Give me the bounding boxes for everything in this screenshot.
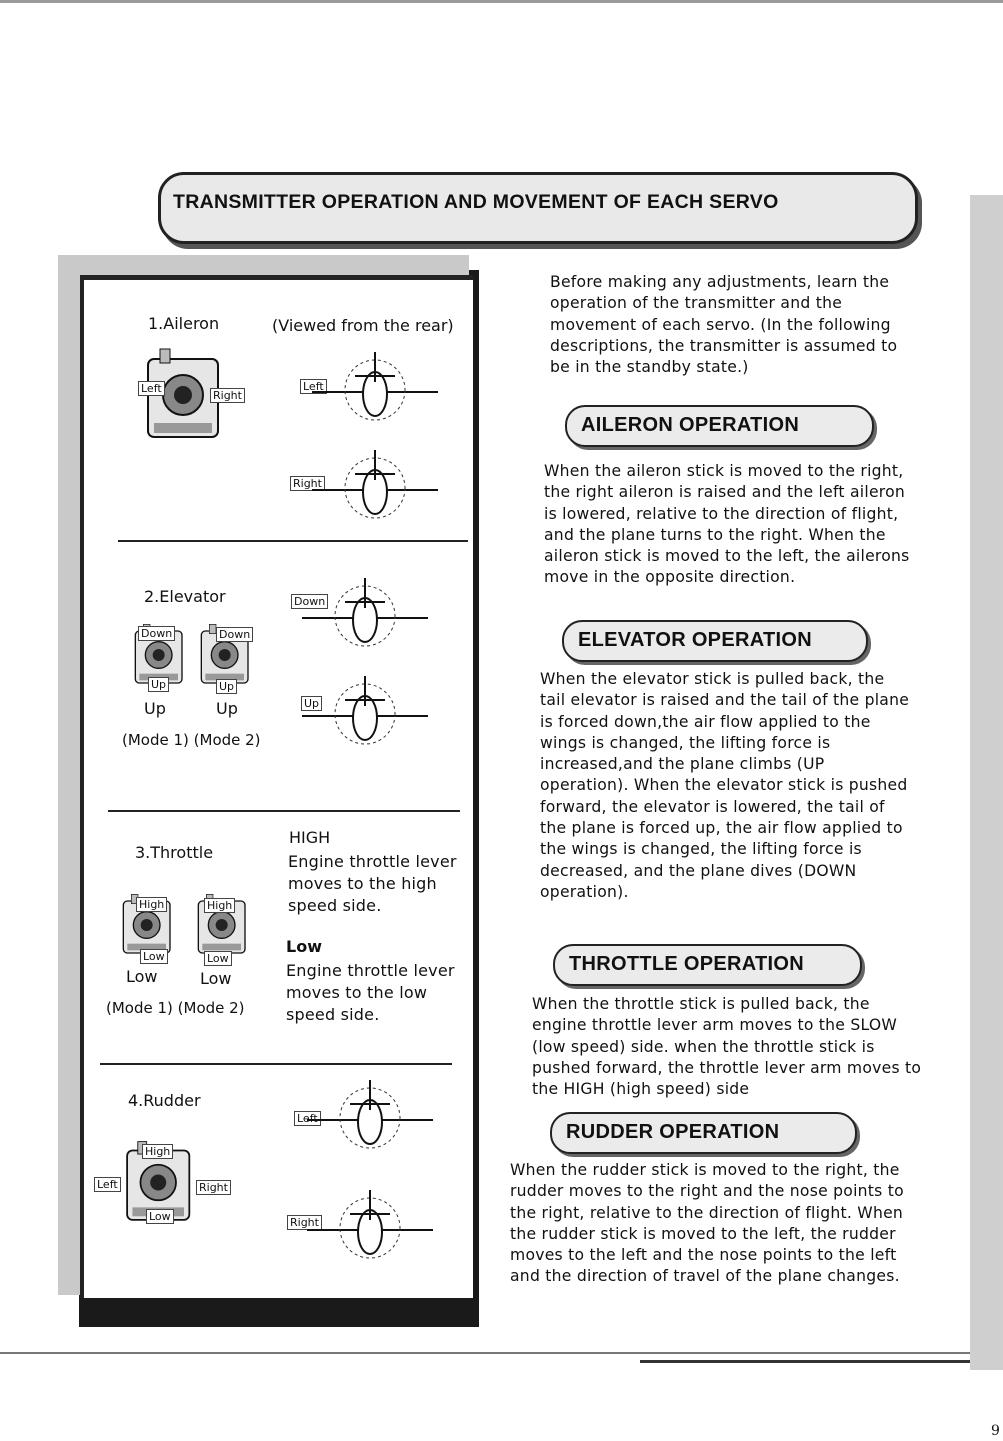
scan-line-bottom — [0, 1352, 970, 1354]
divider-1 — [118, 540, 468, 542]
panel-shadow — [79, 1295, 469, 1327]
aileron-operation-header — [565, 405, 874, 447]
throttle-mode1-low-label: Low — [126, 967, 158, 986]
elevator-operation-text: When the elevator stick is pulled back, the tail elevator is raised and the tail of the plane is forced down,the air flow applied to the wings is changed, the lifting force is increased,and the plane climbs (UP operation). When the elevator stick is pushed forward, the elevator is lowered, the tail of the plane is forced up, the air flow applied to the wings is changed, the lifting force is decreased, and the plane dives (DOWN operation). — [540, 670, 910, 901]
aileron-tx-right-tag: Right — [210, 388, 245, 403]
elevator-label: 2.Elevator — [144, 587, 226, 606]
throttle-operation-title: THROTTLE OPERATION — [569, 953, 805, 975]
elevator-operation-header — [562, 620, 868, 662]
aileron-plane-left-tag: Left — [300, 379, 327, 394]
throttle-high-title: HIGH — [289, 828, 331, 847]
rudder-plane-left-tag: Left — [294, 1111, 321, 1126]
divider-2 — [108, 810, 460, 812]
aileron-operation-title: AILERON OPERATION — [581, 414, 800, 436]
throttle-tx2-high-tag: High — [204, 898, 235, 913]
rudder-right-plane-icon — [305, 1190, 435, 1270]
elevator-mode1-up-label: Up — [144, 699, 166, 718]
throttle-tx2-low-tag: Low — [204, 951, 232, 966]
throttle-tx1-low-tag: Low — [140, 949, 168, 964]
aileron-label: 1.Aileron — [148, 314, 220, 333]
rudder-operation-title: RUDDER OPERATION — [566, 1121, 780, 1143]
elevator-down-plane-icon — [300, 578, 430, 658]
throttle-modes-label: (Mode 1) (Mode 2) — [106, 999, 245, 1017]
page-number: 9 — [991, 1423, 1000, 1439]
elevator-plane-up-tag: Up — [301, 696, 322, 711]
scan-edge-top — [0, 0, 1003, 3]
elevator-mode2-up-label: Up — [216, 699, 238, 718]
aileron-left-plane-icon — [310, 352, 440, 432]
elevator-up-plane-icon — [300, 676, 430, 756]
aileron-plane-right-tag: Right — [290, 476, 325, 491]
page-title: TRANSMITTER OPERATION AND MOVEMENT OF EACH SERVO — [173, 191, 779, 213]
throttle-low-title: Low — [286, 937, 322, 956]
throttle-tx1-high-tag: High — [136, 897, 167, 912]
scan-shadow-right — [970, 195, 1003, 1370]
rudder-tx-low-tag: Low — [146, 1209, 174, 1224]
throttle-high-description: Engine throttle lever moves to the high speed side. — [288, 852, 457, 915]
intro-paragraph: Before making any adjustments, learn the operation of the transmitter and the movement of each servo. (In the following descriptions, the transmitter is assumed to be in the standby state.) — [550, 273, 898, 377]
rudder-tx-right-tag: Right — [196, 1180, 231, 1195]
rudder-operation-text: When the rudder stick is moved to the right, the rudder moves to the right and the nose points to the right, relative to the direction of flight. When the rudder stick is moved to the left, the rudder moves to the left and the nose points to the left and the direction of travel of the plane changes. — [510, 1161, 904, 1286]
rudder-tx-left-tag: Left — [94, 1177, 121, 1192]
elevator-tx1-down-tag: Down — [138, 626, 175, 641]
elevator-tx2-down-tag: Down — [216, 627, 253, 642]
scan-line-bottom-thick — [640, 1360, 970, 1363]
aileron-right-plane-icon — [310, 450, 440, 530]
elevator-tx1-up-tag: Up — [148, 677, 169, 692]
throttle-label: 3.Throttle — [135, 843, 214, 862]
aileron-tx-left-tag: Left — [138, 381, 165, 396]
rudder-label: 4.Rudder — [128, 1091, 201, 1110]
rudder-plane-right-tag: Right — [287, 1215, 322, 1230]
rudder-left-plane-icon — [305, 1080, 435, 1160]
viewed-from-rear-label: (Viewed from the rear) — [272, 316, 454, 335]
throttle-low-description: Engine throttle lever moves to the low speed side. — [286, 961, 455, 1024]
rudder-operation-header — [550, 1112, 857, 1154]
elevator-modes-label: (Mode 1) (Mode 2) — [122, 731, 261, 749]
elevator-plane-down-tag: Down — [291, 594, 328, 609]
aileron-operation-text: When the aileron stick is moved to the right, the right aileron is raised and the left aileron is lowered, relative to the direction of flight, and the plane turns to the right. When the aileron stick is moved to the left, the ailerons move in the opposite direction. — [544, 462, 910, 587]
rudder-tx-high-tag: High — [142, 1144, 173, 1159]
throttle-operation-text: When the throttle stick is pulled back, the engine throttle lever arm moves to the SLOW (low speed) side. when the throttle stick is pushed forward, the throttle lever arm moves to the HIGH (high speed) side — [532, 995, 922, 1099]
divider-3 — [100, 1063, 452, 1065]
throttle-mode2-low-label: Low — [200, 969, 232, 988]
throttle-operation-header — [553, 944, 862, 986]
elevator-operation-title: ELEVATOR OPERATION — [578, 629, 812, 651]
title-banner — [158, 172, 918, 244]
elevator-tx2-up-tag: Up — [216, 679, 237, 694]
